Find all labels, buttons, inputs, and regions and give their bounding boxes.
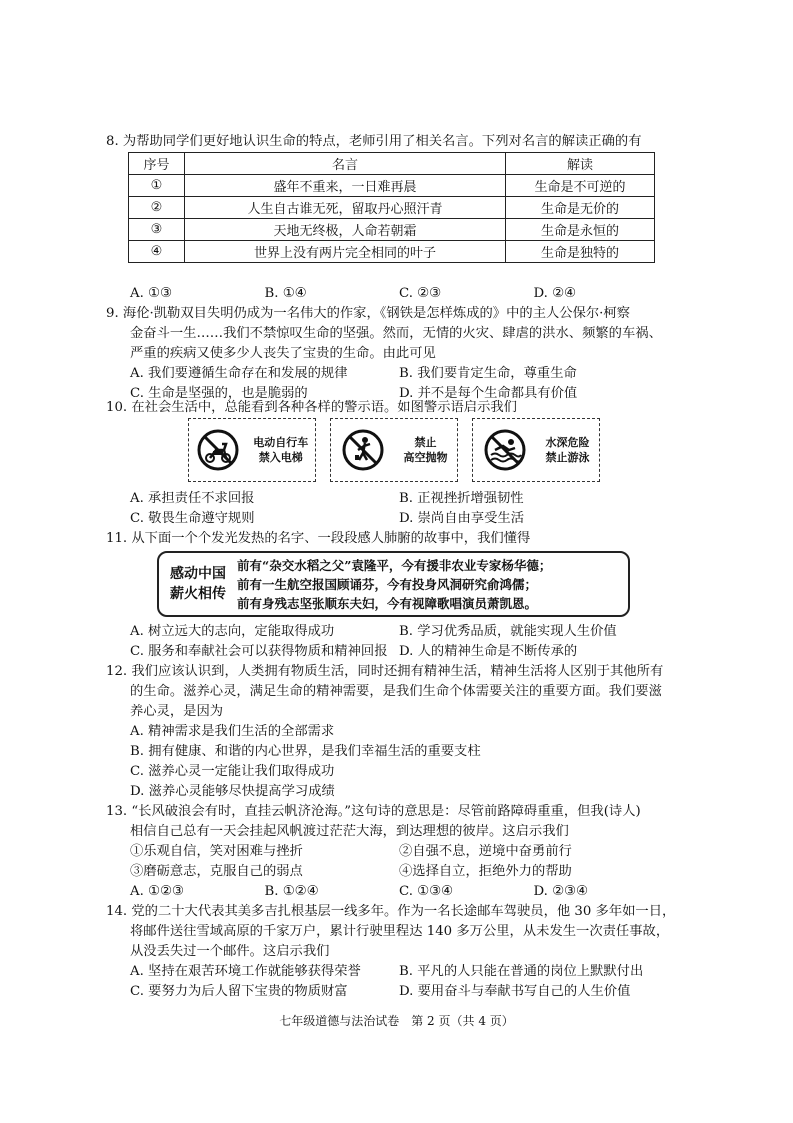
option-d[interactable]: D. 滋养心灵能够尽快提高学习成绩: [130, 784, 335, 799]
card-body: [237, 556, 551, 613]
table-cell: ③: [129, 219, 185, 241]
option-c[interactable]: C. 敬畏生命遵守规则: [130, 511, 255, 526]
card-title-line: 感动中国: [170, 566, 226, 582]
statement: ③磨砺意志，克服自己的弱点: [130, 864, 303, 879]
option-b[interactable]: B. ①②④: [264, 884, 319, 899]
options-row: [108, 622, 668, 642]
question-stem-line: 养心灵，是因为: [130, 704, 224, 719]
question-10: [108, 398, 668, 418]
warning-text: [404, 435, 448, 465]
table-header: 名言: [185, 153, 506, 175]
no-throwing-icon: [341, 428, 385, 472]
question-8: [108, 132, 668, 152]
option-b[interactable]: B. 正视挫折增强韧性: [399, 491, 524, 506]
question-14: [106, 902, 676, 1002]
question-stem-line: 将邮件送往雪域高原的千家万户，累计行驶里程达 140 多万公里，从未发生一次责任事故，: [130, 924, 670, 939]
table-cell: ④: [129, 241, 185, 263]
option-d[interactable]: D. 要用奋斗与奉献书写自己的人生价值: [399, 984, 631, 999]
warning-line: 禁止游泳: [545, 451, 590, 464]
table-row: [129, 241, 655, 263]
card-line: 前有一生航空报国顾诵芬，今有投身风洞研究俞鸿儒；: [237, 576, 538, 592]
statements-row: [108, 842, 668, 862]
card-line: 前有“杂交水稻之父”袁隆平，今有援非农业专家杨华德；: [237, 557, 552, 573]
statement: ②自强不息，逆境中奋勇前行: [399, 844, 572, 859]
statements-row: [108, 862, 668, 882]
options-row: [108, 489, 668, 509]
table-cell: 生命是无价的: [506, 197, 655, 219]
question-stem-line: 14. 党的二十大代表其美多吉扎根基层一线多年。作为一名长途邮车驾驶员，他 30 多年如一日，: [106, 904, 676, 919]
table-header: 序号: [129, 153, 185, 175]
table-header-row: [129, 153, 655, 175]
option-b[interactable]: B. 平凡的人只能在普通的岗位上默默付出: [399, 964, 644, 979]
question-13: [108, 802, 668, 902]
warning-text: [253, 435, 308, 465]
options-row: [108, 642, 668, 662]
warning-text: [546, 435, 590, 465]
question-8-options: [108, 284, 668, 304]
question-stem-line: 12. 我们应该认识到，人类拥有物质生活，同时还拥有精神生活，精神生活将人区别于其他所有: [106, 664, 664, 679]
warning-line: 禁止: [414, 436, 437, 449]
option-d[interactable]: D. ②③④: [533, 884, 588, 899]
table-cell: 世界上没有两片完全相同的叶子: [185, 241, 506, 263]
quotes-table: [128, 152, 655, 263]
option-b[interactable]: B. 拥有健康、和谐的内心世界，是我们幸福生活的重要支柱: [130, 744, 481, 759]
table-row: [129, 175, 655, 197]
option-a[interactable]: A. ①②③: [130, 884, 184, 899]
options-row: [108, 882, 668, 902]
warning-sign-throwing: [330, 418, 458, 482]
option-c[interactable]: C. 滋养心灵一定能让我们取得成功: [130, 764, 335, 779]
table-cell: ①: [129, 175, 185, 197]
option-c[interactable]: C. 生命是坚强的，也是脆弱的: [130, 386, 308, 401]
question-11-options: [108, 622, 668, 662]
table-cell: ②: [129, 197, 185, 219]
option-c[interactable]: C. 要努力为后人留下宝贵的物质财富: [130, 984, 348, 999]
option-d[interactable]: D. 并不是每个生命都具有价值: [399, 386, 578, 401]
question-stem-line: 的生命。滋养心灵，满足生命的精神需要，是我们生命个体需要关注的重要方面。我们要滋: [130, 684, 662, 699]
page-footer: 七年级道德与法治试卷 第 2 页（共 4 页）: [279, 1014, 514, 1028]
option-a[interactable]: A. 承担责任不求回报: [130, 491, 255, 506]
warning-signs: [188, 418, 600, 485]
card-line: 前有身残志坚张顺东夫妇，今有视障歌唱演员萧凯恩。: [237, 595, 538, 611]
options-row: [108, 962, 668, 982]
question-stem-line: 严重的疾病又使多少人丧失了宝贵的生命。由此可见: [130, 346, 436, 361]
option-c[interactable]: C. 服务和奉献社会可以获得物质和精神回报: [130, 644, 388, 659]
option-b[interactable]: B. 我们要肯定生命，尊重生命: [399, 366, 577, 381]
option-a[interactable]: A. 精神需求是我们生活的全部需求: [130, 724, 335, 739]
option-a[interactable]: A. ①③: [130, 286, 172, 301]
no-swimming-icon: [483, 428, 527, 472]
table-row: [129, 219, 655, 241]
question-stem: 11. 从下面一个个发光发热的名字、一段段感人肺腑的故事中，我们懂得: [106, 531, 531, 546]
touching-china-card: [157, 551, 630, 617]
table-cell: 人生自古谁无死，留取丹心照汗青: [185, 197, 506, 219]
option-d[interactable]: D. 人的精神生命是不断传承的: [399, 644, 578, 659]
option-d[interactable]: D. 崇尚自由享受生活: [399, 511, 525, 526]
option-a[interactable]: A. 坚持在艰苦环境工作就能够获得荣誉: [130, 964, 361, 979]
table-cell: 盛年不重来，一日难再晨: [185, 175, 506, 197]
question-9: [108, 304, 668, 404]
no-ebike-icon: [196, 428, 240, 472]
options-row: [108, 982, 668, 1002]
question-stem-line: 相信自己总有一天会挂起风帆渡过茫茫大海，到达理想的彼岸。这启示我们: [130, 824, 569, 839]
card-title-line: 薪火相传: [170, 586, 226, 602]
table-cell: 生命是不可逆的: [506, 175, 655, 197]
question-stem-line: 9. 海伦·凯勒双目失明仍成为一名伟大的作家，《钢铁是怎样炼成的》中的主人公保尔·柯察: [106, 306, 630, 321]
table-cell: 生命是永恒的: [506, 219, 655, 241]
warning-sign-swimming: [472, 418, 600, 482]
question-stem: 8. 为帮助同学们更好地认识生命的特点，老师引用了相关名言。下列对名言的解读正确的有: [106, 134, 642, 149]
options-row: [108, 284, 668, 304]
question-11: [108, 529, 668, 549]
warning-line: 高空抛物: [403, 451, 448, 464]
table-row: [129, 197, 655, 219]
card-title: [159, 564, 237, 604]
warning-line: 水深危险: [545, 436, 590, 449]
question-stem-line: 从没丢失过一个邮件。这启示我们: [130, 944, 330, 959]
options-row: [108, 364, 668, 384]
statement: ①乐观自信，笑对困难与挫折: [130, 844, 303, 859]
option-b[interactable]: B. ①④: [264, 286, 307, 301]
table-cell: 天地无终极，人命若朝霜: [185, 219, 506, 241]
question-stem-line: 13. “长风破浪会有时，直挂云帆济沧海。”这句诗的意思是：尽管前路障碍重重，但我(诗人): [106, 804, 641, 819]
question-stem-line: 金奋斗一生……我们不禁惊叹生命的坚强。然而，无情的火灾、肆虐的洪水、频繁的车祸、: [130, 326, 662, 341]
warning-line: 禁入电梯: [258, 451, 303, 464]
statement: ④选择自立，拒绝外力的帮助: [399, 864, 572, 879]
option-a[interactable]: A. 我们要遵循生命存在和发展的规律: [130, 366, 348, 381]
table-cell: 生命是独特的: [506, 241, 655, 263]
option-a[interactable]: A. 树立远大的志向，定能取得成功: [130, 624, 335, 639]
option-c[interactable]: C. ②③: [399, 286, 441, 301]
option-c[interactable]: C. ①③④: [399, 884, 453, 899]
question-10-options: [108, 489, 668, 529]
warning-line: 电动自行车: [253, 436, 309, 449]
table-header: 解读: [506, 153, 655, 175]
options-row: [108, 509, 668, 529]
question-stem: 10. 在社会生活中，总能看到各种各样的警示语。如图警示语启示我们: [106, 400, 517, 415]
question-12: [108, 662, 668, 802]
option-b[interactable]: B. 学习优秀品质，就能实现人生价值: [399, 624, 617, 639]
option-d[interactable]: D. ②④: [533, 286, 576, 301]
warning-sign-ebike: [188, 418, 316, 482]
